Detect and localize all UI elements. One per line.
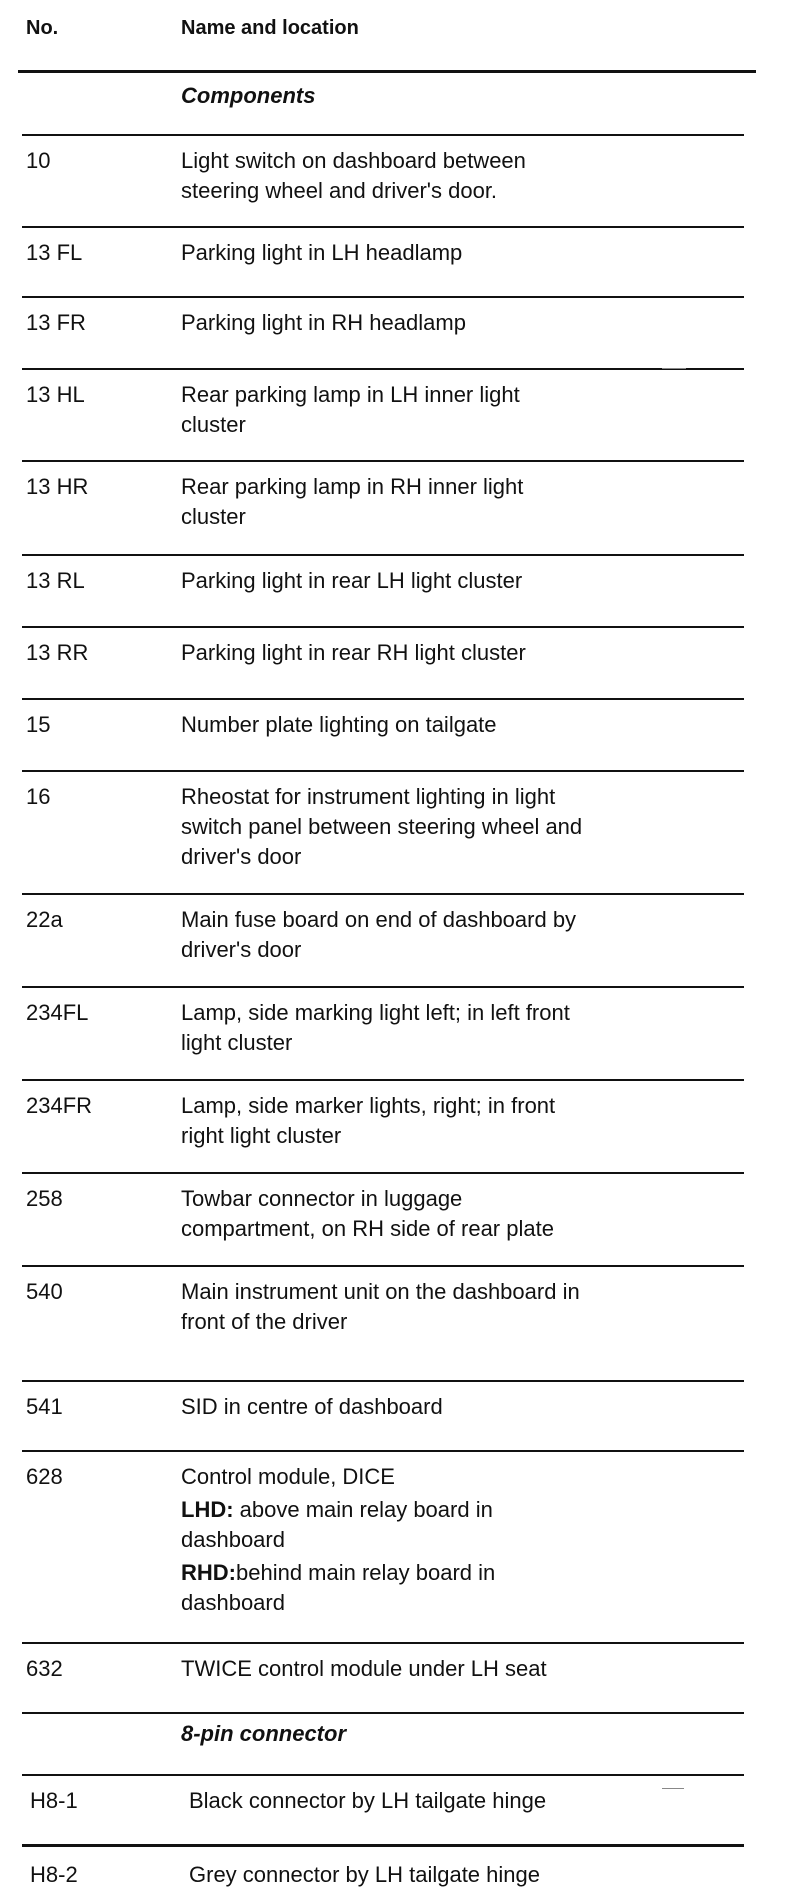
row-number: 10 bbox=[26, 148, 51, 173]
description-line: Towbar connector in luggage bbox=[181, 1186, 463, 1211]
row-number: 234FR bbox=[26, 1093, 93, 1118]
table-row bbox=[0, 1265, 800, 1380]
row-divider bbox=[22, 770, 744, 772]
row-description bbox=[181, 1392, 721, 1422]
row-description bbox=[181, 1277, 721, 1337]
description-line: light cluster bbox=[181, 1030, 293, 1055]
row-number: 632 bbox=[26, 1656, 63, 1681]
row-description bbox=[181, 308, 721, 338]
description-line: Main fuse board on end of dashboard by bbox=[181, 907, 577, 932]
row-divider bbox=[22, 1774, 744, 1776]
description-line: Black connector by LH tailgate hinge bbox=[189, 1788, 547, 1813]
description-line: Number plate lighting on tailgate bbox=[181, 712, 497, 737]
row-divider bbox=[22, 1172, 744, 1174]
description-line: Parking light in LH headlamp bbox=[181, 240, 463, 265]
row-divider bbox=[22, 226, 744, 228]
description-line: Rear parking lamp in RH inner light bbox=[181, 474, 524, 499]
description-line: cluster bbox=[181, 412, 246, 437]
description-line: cluster bbox=[181, 504, 246, 529]
description-line: compartment, on RH side of rear plate bbox=[181, 1216, 554, 1241]
description-line: Rheostat for instrument lighting in light bbox=[181, 784, 556, 809]
table-header bbox=[0, 0, 800, 72]
table-row bbox=[0, 554, 800, 626]
description-line: steering wheel and driver's door. bbox=[181, 178, 498, 203]
row-divider bbox=[22, 698, 744, 700]
row-description bbox=[181, 472, 721, 532]
description-line: Parking light in RH headlamp bbox=[181, 310, 466, 335]
table-row bbox=[0, 1172, 800, 1265]
description-line: driver's door bbox=[181, 844, 302, 869]
row-divider bbox=[22, 554, 744, 556]
row-number: 16 bbox=[26, 784, 51, 809]
row-divider bbox=[22, 1380, 744, 1382]
table-row bbox=[0, 626, 800, 698]
row-description bbox=[181, 1184, 721, 1244]
scan-speck bbox=[662, 368, 686, 369]
description-line: Rear parking lamp in LH inner light bbox=[181, 382, 520, 407]
column-header-no: No. bbox=[26, 17, 59, 39]
table-row bbox=[0, 368, 800, 460]
table-row bbox=[0, 134, 800, 226]
row-number: 540 bbox=[26, 1279, 63, 1304]
row-divider bbox=[22, 1844, 744, 1847]
row-description bbox=[181, 566, 721, 596]
lhd-text: above main relay board in dashboard bbox=[181, 1497, 493, 1552]
row-description bbox=[181, 1654, 721, 1684]
row-number: 13 RR bbox=[26, 640, 89, 665]
row-description bbox=[189, 1786, 729, 1816]
row-divider bbox=[22, 626, 744, 628]
row-number: 13 FL bbox=[26, 240, 83, 265]
row-description bbox=[181, 905, 721, 965]
lhd-note bbox=[181, 1495, 601, 1555]
description-line: Parking light in rear LH light cluster bbox=[181, 568, 523, 593]
row-divider bbox=[22, 1079, 744, 1081]
table-row bbox=[0, 893, 800, 986]
row-description bbox=[181, 782, 721, 872]
row-divider bbox=[22, 893, 744, 895]
row-number: 13 FR bbox=[26, 310, 86, 335]
rhd-label: RHD: bbox=[181, 1560, 236, 1585]
description-line: Parking light in rear RH light cluster bbox=[181, 640, 526, 665]
description-line: driver's door bbox=[181, 937, 302, 962]
row-description bbox=[181, 998, 721, 1058]
row-number: 13 HR bbox=[26, 474, 89, 499]
description-line: Lamp, side marking light left; in left front bbox=[181, 1000, 570, 1025]
table-row bbox=[0, 1774, 800, 1844]
row-number: 13 HL bbox=[26, 382, 85, 407]
row-description bbox=[181, 1091, 721, 1151]
row-divider bbox=[22, 1712, 744, 1714]
row-number: 541 bbox=[26, 1394, 63, 1419]
row-description bbox=[189, 1860, 729, 1890]
description-line: Main instrument unit on the dashboard in bbox=[181, 1279, 580, 1304]
table-row bbox=[0, 1844, 800, 1902]
row-divider bbox=[22, 1642, 744, 1644]
section-heading-8-pin-connector bbox=[0, 1712, 800, 1774]
section-label: Components bbox=[181, 83, 316, 108]
table-row bbox=[0, 698, 800, 770]
header-divider bbox=[18, 70, 756, 73]
table-row bbox=[0, 770, 800, 893]
rhd-note bbox=[181, 1558, 601, 1618]
row-number: 22a bbox=[26, 907, 63, 932]
row-divider bbox=[22, 296, 744, 298]
section-heading-components bbox=[0, 74, 800, 134]
row-number: 15 bbox=[26, 712, 51, 737]
row-number: 628 bbox=[26, 1464, 63, 1489]
description-line: SID in centre of dashboard bbox=[181, 1394, 443, 1419]
row-number: H8-2 bbox=[30, 1862, 78, 1887]
row-divider bbox=[22, 134, 744, 136]
rhd-text: behind main relay board in dashboard bbox=[181, 1560, 496, 1615]
scan-speck bbox=[662, 1788, 684, 1789]
row-divider bbox=[22, 986, 744, 988]
row-number: H8-1 bbox=[30, 1788, 78, 1813]
row-description bbox=[181, 146, 721, 206]
description-line: right light cluster bbox=[181, 1123, 342, 1148]
description-line: TWICE control module under LH seat bbox=[181, 1656, 547, 1681]
table-row bbox=[0, 296, 800, 368]
table-row bbox=[0, 1642, 800, 1712]
description-title: Control module, DICE bbox=[181, 1464, 395, 1489]
row-number: 258 bbox=[26, 1186, 63, 1211]
row-number: 13 RL bbox=[26, 568, 85, 593]
column-header-name: Name and location bbox=[181, 17, 359, 39]
table-row bbox=[0, 460, 800, 554]
row-description bbox=[181, 238, 721, 268]
description-line: Lamp, side marker lights, right; in front bbox=[181, 1093, 556, 1118]
description-line: Grey connector by LH tailgate hinge bbox=[189, 1862, 540, 1887]
row-description bbox=[181, 380, 721, 440]
row-divider bbox=[22, 1265, 744, 1267]
section-label: 8-pin connector bbox=[181, 1721, 347, 1746]
table-row bbox=[0, 1450, 800, 1642]
table-row bbox=[0, 1380, 800, 1450]
lhd-label: LHD: bbox=[181, 1497, 234, 1522]
table-row bbox=[0, 986, 800, 1079]
description-line: front of the driver bbox=[181, 1309, 348, 1334]
table-row bbox=[0, 1079, 800, 1172]
description-line: switch panel between steering wheel and bbox=[181, 814, 583, 839]
row-divider bbox=[22, 368, 744, 370]
row-description bbox=[181, 638, 721, 668]
table-row bbox=[0, 226, 800, 296]
description-line: Light switch on dashboard between bbox=[181, 148, 526, 173]
row-divider bbox=[22, 460, 744, 462]
row-number: 234FL bbox=[26, 1000, 89, 1025]
row-divider bbox=[22, 1450, 744, 1452]
row-description bbox=[181, 710, 721, 740]
row-description bbox=[181, 1462, 601, 1621]
